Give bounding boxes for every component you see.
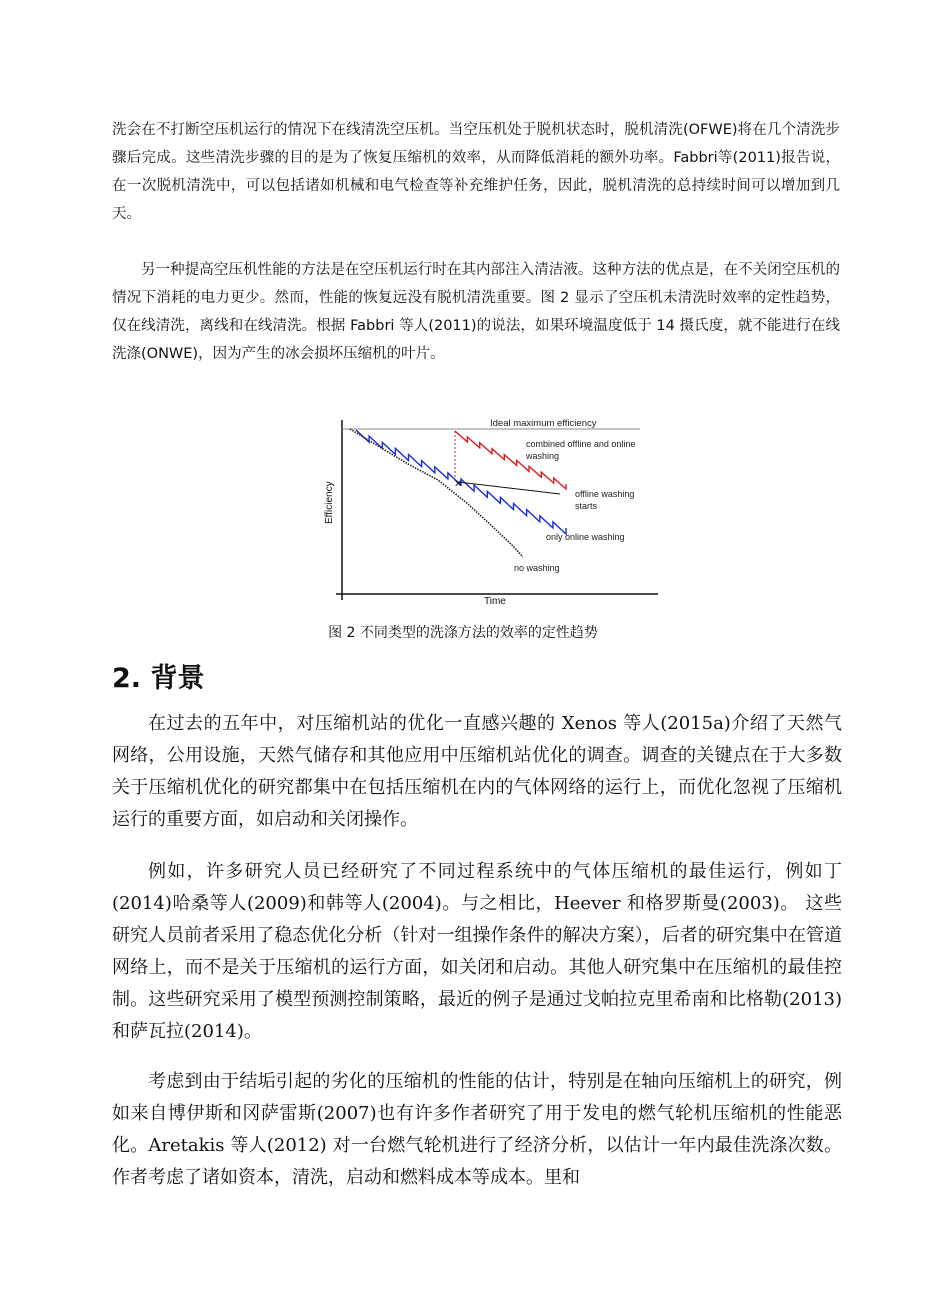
- paragraph-online-cleaning: 另一种提高空压机性能的方法是在空压机运行时在其内部注入清洁液。这种方法的优点是，在不关闭空压机的情况下消耗的电力更少。然而，性能的恢复远没有脱机清洗重要。图 2 显示了空压机未清洗时效率的定性趋势，仅在线清洗，离线和在线清洗。根据 Fabbri 等人(2011)的说法，如果环境温度低于 14 摄氏度，就不能进行在线洗涤(ONWE)，因为产生的冰会损坏压缩机的叶片。: [112, 262, 840, 362]
- figure-caption: 图 2 不同类型的洗涤方法的效率的定性趋势: [328, 625, 598, 641]
- paragraph-research-examples: 例如，许多研究人员已经研究了不同过程系统中的气体压缩机的最佳运行，例如丁(2014)哈桑等人(2009)和韩等人(2004)。与之相比，Heever 和格罗斯曼(2003)。 这些研究人员前者采用了稳态优化分析（针对一组操作条件的解决方案），后者的研究集中在管道网络上，而不是关于压缩机的运行方面，如关闭和启动。其他人研究集中在压缩机的最佳控制。这些研究采用了模型预测控制策略，最近的例子是通过戈帕拉克里希南和比格勒(2013)和萨瓦拉(2014)。: [112, 861, 842, 1042]
- offline-washing-label-1: offline washing: [575, 489, 635, 499]
- no-washing-label: no washing: [514, 563, 560, 573]
- paragraph-compressor-optimization: 在过去的五年中，对压缩机站的优化一直感兴趣的 Xenos 等人(2015a)介绍了天然气网络，公用设施，天然气储存和其他应用中压缩机站优化的调查。调查的关键点在于大多数关于压缩机优化的研究都集中在包括压缩机在内的气体网络的运行上，而优化忽视了压缩机运行的重要方面，如启动和关闭操作。: [112, 713, 842, 830]
- offline-washing-label-2: starts: [575, 501, 598, 511]
- combined-washing-label-1: combined offline and online: [526, 439, 636, 449]
- x-axis-label: Time: [484, 596, 506, 607]
- paragraph-washing-intro: 洗会在不打断空压机运行的情况下在线清洗空压机。当空压机处于脱机状态时，脱机清洗(OFWE)将在几个清洗步骤后完成。这些清洗步骤的目的是为了恢复压缩机的效率，从而降低消耗的额外功率。Fabbri等(2011)报告说，在一次脱机清洗中，可以包括诸如机械和电气检查等补充维护任务，因此，脱机清洗的总持续时间可以增加到几天。: [112, 122, 840, 222]
- combined-washing-label-2: washing: [526, 451, 560, 461]
- only-online-washing-label: only online washing: [546, 532, 625, 542]
- offline-washing-marker: ✕: [454, 479, 463, 490]
- ideal-efficiency-label: Ideal maximum efficiency: [490, 418, 597, 429]
- no-washing-series: [350, 429, 523, 557]
- section-heading-background: 2. 背景: [112, 663, 205, 694]
- efficiency-trend-figure: [318, 412, 664, 610]
- y-axis-label: Efficiency: [324, 481, 335, 524]
- paragraph-fouling-estimation: 考虑到由于结垢引起的劣化的压缩机的性能的估计，特别是在轴向压缩机上的研究，例如来自博伊斯和冈萨雷斯(2007)也有许多作者研究了用于发电的燃气轮机压缩机的性能恶化。Aretakis 等人(2012) 对一台燃气轮机进行了经济分析，以估计一年内最佳洗涤次数。作者考虑了诸如资本，清洗，启动和燃料成本等成本。里和: [112, 1071, 842, 1188]
- offline-washing-trend-line: [458, 482, 560, 494]
